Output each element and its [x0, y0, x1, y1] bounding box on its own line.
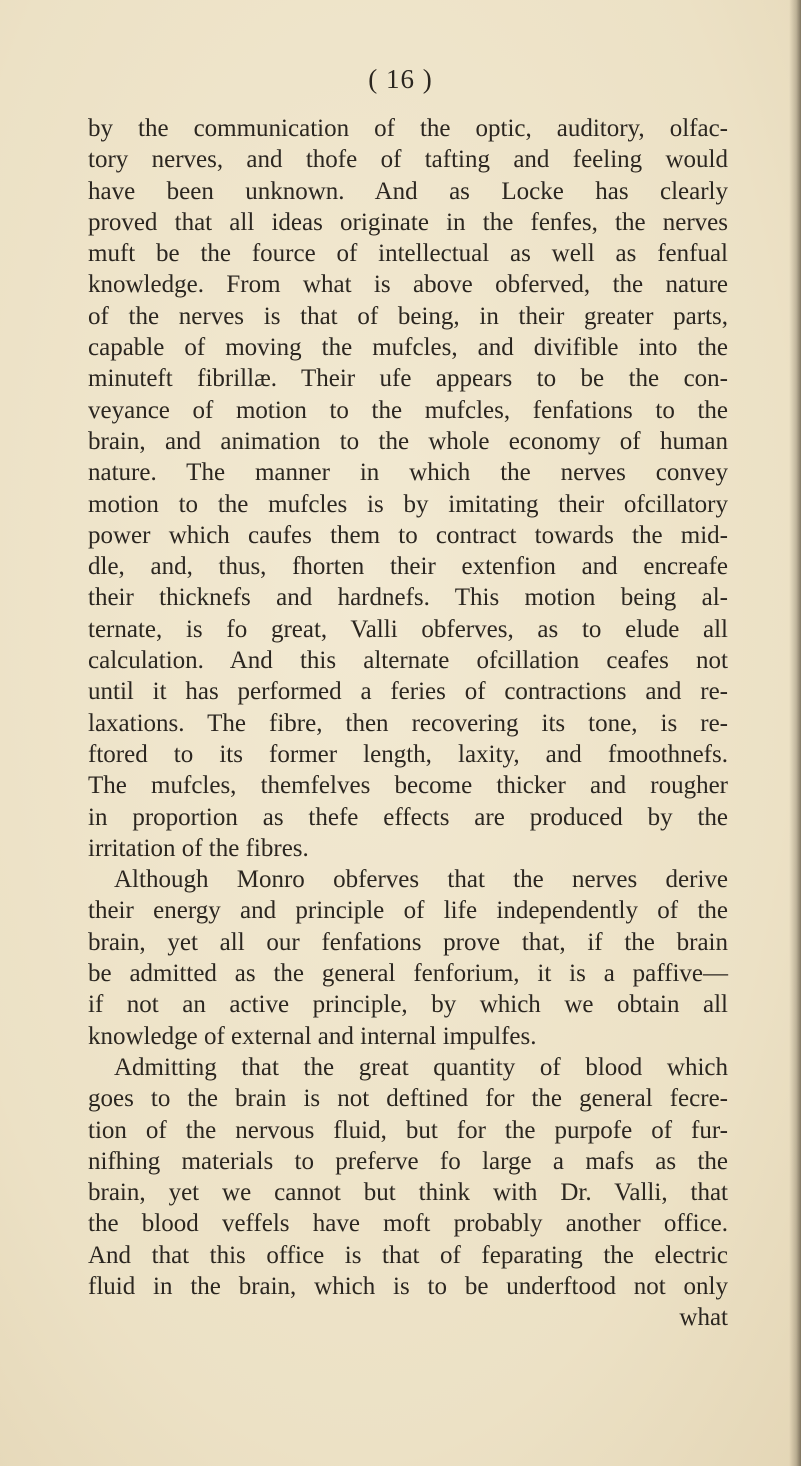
- text-line: nature. The manner in which the nerves convey: [88, 459, 728, 487]
- text-line: tory nerves, and thofe of tafting and feeling would: [88, 146, 728, 174]
- page-number: ( 16 ): [368, 64, 433, 94]
- text-line: their thicknefs and hardnefs. This motion being al-: [88, 584, 728, 612]
- text-line: calculation. And this alternate ofcillation ceafes not: [88, 647, 728, 675]
- text-line: the blood veffels have moft probably another office.: [88, 1210, 728, 1238]
- text-line: if not an active principle, by which we obtain all: [88, 991, 728, 1019]
- page-edge-shadow: [789, 0, 801, 1466]
- text-line: tion of the nervous fluid, but for the purpofe of fur-: [88, 1116, 728, 1144]
- body-text: [88, 113, 728, 1334]
- text-line: until it has performed a feries of contractions and re-: [88, 678, 728, 706]
- text-line: in proportion as thefe effects are produced by the: [88, 803, 728, 831]
- text-line: be admitted as the general fenforium, it is a paffive—: [88, 960, 728, 988]
- text-line: proved that all ideas originate in the fenfes, the nerves: [88, 208, 728, 236]
- text-line: veyance of motion to the mufcles, fenfations to the: [88, 396, 728, 424]
- text-line: motion to the mufcles is by imitating their ofcillatory: [88, 490, 728, 518]
- text-line: laxations. The fibre, then recovering its tone, is re-: [88, 709, 728, 737]
- text-line: goes to the brain is not deftined for the general fecre-: [88, 1085, 728, 1113]
- text-line: have been unknown. And as Locke has clearly: [88, 177, 728, 205]
- text-line: The mufcles, themfelves become thicker and rougher: [88, 772, 728, 800]
- text-line: brain, yet we cannot but think with Dr. Valli, that: [88, 1179, 728, 1207]
- text-line: by the communication of the optic, auditory, olfac-: [88, 115, 728, 142]
- text-line: capable of moving the mufcles, and divifible into the: [88, 334, 728, 362]
- text-line: ftored to its former length, laxity, and fmoothnefs.: [88, 740, 728, 768]
- text-line: nifhing materials to preferve fo large a mafs as the: [88, 1147, 728, 1175]
- text-line: ternate, is fo great, Valli obferves, as to elude all: [88, 615, 728, 643]
- paragraph-start-line: Admitting that the great quantity of blood which: [114, 1053, 728, 1081]
- text-line: fluid in the brain, which is to be underftood not only: [88, 1272, 728, 1300]
- text-line: And that this office is that of feparating the electric: [88, 1241, 728, 1269]
- paragraph-end-line: irritation of the fibres.: [88, 834, 309, 862]
- text-line: knowledge. From what is above obferved, the nature: [88, 271, 728, 299]
- text-line: brain, and animation to the whole economy of human: [88, 427, 728, 455]
- text-line: minuteft fibrillæ. Their ufe appears to be the con-: [88, 365, 728, 393]
- text-line: power which caufes them to contract towards the mid-: [88, 521, 728, 549]
- paragraph-end-line: knowledge of external and internal impulfes.: [88, 1022, 537, 1050]
- text-line: brain, yet all our fenfations prove that, if the brain: [88, 928, 728, 956]
- text-line: of the nerves is that of being, in their greater parts,: [88, 302, 728, 330]
- paragraph-start-line: Although Monro obferves that the nerves derive: [114, 866, 728, 894]
- catchword: what: [679, 1304, 728, 1332]
- text-line: their energy and principle of life independently of the: [88, 897, 728, 925]
- text-line: dle, and, thus, fhorten their extenfion and encreafe: [88, 553, 728, 581]
- text-line: muft be the fource of intellectual as well as fenfual: [88, 240, 728, 268]
